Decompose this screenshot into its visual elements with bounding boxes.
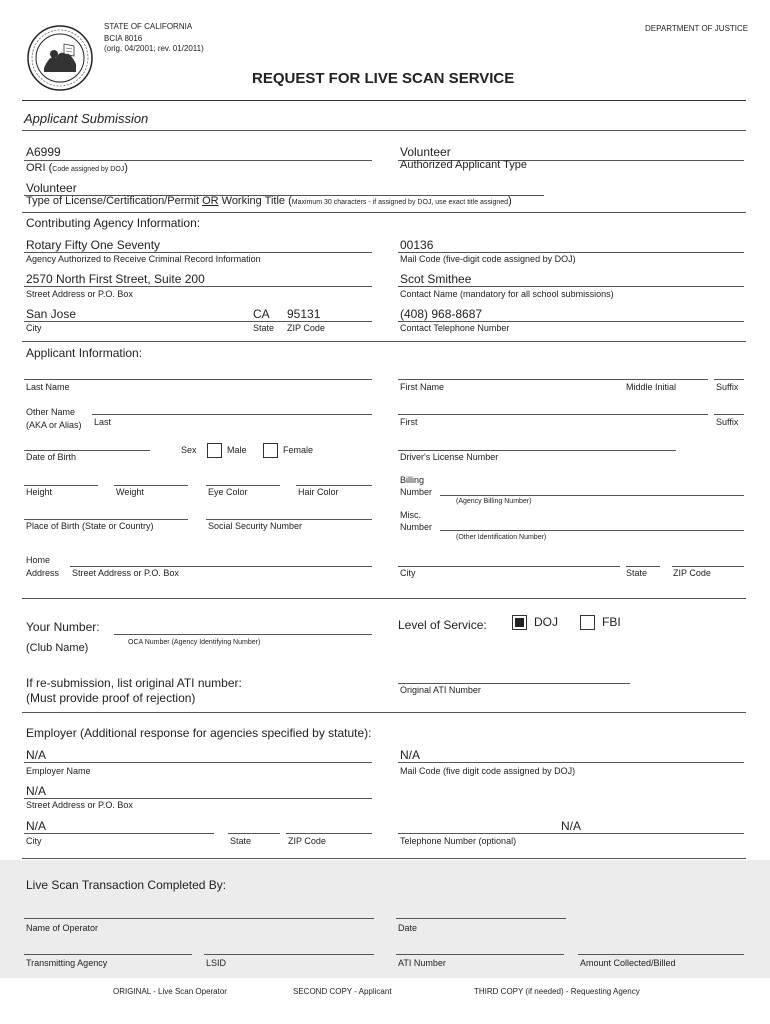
female-checkbox[interactable]: [263, 443, 278, 458]
applicant-info-heading: Applicant Information:: [26, 346, 143, 360]
employer-phone-underline: [398, 833, 744, 834]
misc-sublabel: (Other Identification Number): [456, 534, 547, 541]
ssn-label: Social Security Number: [208, 521, 303, 531]
section-divider: [22, 212, 746, 213]
page-title: REQUEST FOR LIVE SCAN SERVICE: [252, 70, 515, 87]
other-first-line[interactable]: [398, 414, 708, 415]
lsid-label: LSID: [206, 958, 227, 968]
eye-color-line[interactable]: [206, 485, 280, 486]
contact-phone-label: Contact Telephone Number: [400, 323, 510, 333]
fbi-checkbox[interactable]: [580, 615, 595, 630]
first-name-line[interactable]: [398, 379, 708, 380]
agency-city-underline: [24, 321, 372, 322]
place-of-birth-line[interactable]: [24, 519, 188, 520]
agency-state-label: State: [253, 323, 275, 333]
employer-name-underline: [24, 762, 372, 763]
ati-number-line[interactable]: [396, 954, 564, 955]
aka-label: (AKA or Alias): [26, 420, 82, 430]
footer-original: ORIGINAL - Live Scan Operator: [113, 987, 227, 996]
contact-phone-value[interactable]: (408) 968-8687: [400, 307, 483, 321]
applicant-type-value[interactable]: Volunteer: [400, 145, 451, 159]
proof-of-rejection-label: (Must provide proof of rejection): [26, 691, 196, 705]
amount-label: Amount Collected/Billed: [580, 958, 676, 968]
employer-city-underline: [24, 833, 214, 834]
dob-label: Date of Birth: [26, 452, 77, 462]
home-city-line[interactable]: [398, 566, 620, 567]
other-last-label: Last: [94, 417, 112, 427]
date-label: Date: [398, 923, 418, 933]
agency-state-value[interactable]: CA: [253, 307, 270, 321]
home-label: Home: [26, 555, 51, 565]
section-divider: [22, 858, 746, 859]
header-department: DEPARTMENT OF JUSTICE: [645, 24, 749, 33]
employer-state-label: State: [230, 836, 252, 846]
male-label: Male: [227, 445, 247, 455]
ssn-line[interactable]: [206, 519, 372, 520]
agency-street-label: Street Address or P.O. Box: [26, 289, 133, 299]
employer-mail-code-underline: [398, 762, 744, 763]
employer-zip-label: ZIP Code: [288, 836, 326, 846]
original-ati-line[interactable]: [398, 683, 630, 684]
section-divider: [22, 598, 746, 599]
california-doj-seal-icon: [26, 24, 94, 92]
resubmission-label: If re-submission, list original ATI number:: [26, 676, 242, 690]
middle-initial-label: Middle Initial: [626, 382, 677, 392]
contact-name-label: Contact Name (mandatory for all school submissions): [400, 289, 614, 299]
home-zip-line[interactable]: [672, 566, 744, 567]
contact-phone-underline: [398, 321, 744, 322]
ati-number-label: ATI Number: [398, 958, 446, 968]
header-revision: (orig. 04/2001; rev. 01/2011): [104, 44, 204, 53]
home-zip-label: ZIP Code: [673, 568, 711, 578]
license-label: Type of License/Certification/Permit OR Working Title (Maximum 30 characters - if assigned by DOJ, use exact title assigned): [26, 195, 512, 207]
billing-sublabel: (Agency Billing Number): [456, 498, 532, 505]
header-divider: [22, 100, 746, 101]
dob-line[interactable]: [24, 450, 150, 451]
weight-line[interactable]: [114, 485, 188, 486]
height-label: Height: [26, 487, 53, 497]
contributing-agency-heading: Contributing Agency Information:: [26, 216, 201, 230]
contact-name-value[interactable]: Scot Smithee: [400, 272, 472, 286]
last-name-line[interactable]: [24, 379, 372, 380]
amount-line[interactable]: [578, 954, 744, 955]
lsid-line[interactable]: [204, 954, 374, 955]
other-name-label: Other Name: [26, 407, 76, 417]
drivers-license-label: Driver's License Number: [400, 452, 499, 462]
employer-state-line[interactable]: [228, 833, 280, 834]
footer-third-copy: THIRD COPY (if needed) - Requesting Agency: [474, 987, 640, 996]
operator-line[interactable]: [24, 918, 374, 919]
home-state-label: State: [626, 568, 648, 578]
agency-value[interactable]: Rotary Fifty One Seventy: [26, 238, 161, 252]
section-divider: [22, 130, 746, 131]
ori-value[interactable]: A6999: [26, 145, 61, 159]
address-label: Address: [26, 568, 60, 578]
mail-code-value[interactable]: 00136: [400, 238, 434, 252]
employer-city-value[interactable]: N/A: [26, 819, 47, 833]
level-of-service-label: Level of Service:: [398, 618, 487, 632]
male-checkbox[interactable]: [207, 443, 222, 458]
first-name-label: First Name: [400, 382, 445, 392]
employer-mail-code-label: Mail Code (five digit code assigned by DOJ): [400, 766, 576, 776]
employer-phone-value[interactable]: N/A: [561, 819, 582, 833]
billing-number-line[interactable]: [440, 495, 744, 496]
billing-number-label: Number: [400, 487, 433, 497]
sex-label: Sex: [181, 445, 197, 455]
weight-label: Weight: [116, 487, 144, 497]
agency-street-underline: [24, 286, 372, 287]
misc-number-line[interactable]: [440, 530, 744, 531]
employer-phone-label: Telephone Number (optional): [400, 836, 517, 846]
employer-street-value[interactable]: N/A: [26, 784, 47, 798]
drivers-license-line[interactable]: [398, 450, 676, 451]
club-name-label: (Club Name): [26, 642, 89, 654]
place-of-birth-label: Place of Birth (State or Country): [26, 521, 154, 531]
suffix-line[interactable]: [714, 379, 744, 380]
oca-number-line[interactable]: [114, 634, 372, 635]
agency-label: Agency Authorized to Receive Criminal Record Information: [26, 254, 261, 264]
contact-name-underline: [398, 286, 744, 287]
footer-second-copy: SECOND COPY - Applicant: [293, 987, 392, 996]
home-city-label: City: [400, 568, 416, 578]
fbi-label: FBI: [602, 615, 621, 629]
home-street-label: Street Address or P.O. Box: [72, 568, 179, 578]
hair-color-label: Hair Color: [298, 487, 339, 497]
female-label: Female: [283, 445, 314, 455]
license-value[interactable]: Volunteer: [26, 181, 77, 195]
header-state: STATE OF CALIFORNIA: [104, 22, 193, 31]
date-line[interactable]: [396, 918, 566, 919]
last-name-label: Last Name: [26, 382, 70, 392]
other-suffix-line[interactable]: [714, 414, 744, 415]
eye-color-label: Eye Color: [208, 487, 248, 497]
agency-city-label: City: [26, 323, 42, 333]
height-line[interactable]: [24, 485, 98, 486]
misc-label: Misc.: [400, 510, 421, 520]
hair-color-line[interactable]: [296, 485, 372, 486]
agency-zip-label: ZIP Code: [287, 323, 325, 333]
agency-underline: [24, 252, 372, 253]
agency-city-value[interactable]: San Jose: [26, 307, 77, 321]
billing-label: Billing: [400, 475, 425, 485]
your-number-label: Your Number:: [26, 620, 100, 634]
transmitting-agency-label: Transmitting Agency: [26, 958, 108, 968]
agency-zip-value[interactable]: 95131: [287, 307, 321, 321]
agency-street-value[interactable]: 2570 North First Street, Suite 200: [26, 272, 205, 286]
employer-zip-line[interactable]: [286, 833, 372, 834]
applicant-submission-heading: Applicant Submission: [24, 111, 149, 126]
original-ati-label: Original ATI Number: [400, 685, 481, 695]
mail-code-label: Mail Code (five-digit code assigned by DOJ): [400, 254, 576, 264]
employer-street-label: Street Address or P.O. Box: [26, 800, 133, 810]
employer-heading: Employer (Additional response for agencies specified by statute):: [26, 726, 372, 740]
employer-name-label: Employer Name: [26, 766, 91, 776]
doj-seal: [26, 24, 94, 92]
oca-number-label: OCA Number (Agency Identifying Number): [128, 639, 261, 646]
employer-street-underline: [24, 798, 372, 799]
misc-number-label: Number: [400, 522, 433, 532]
section-divider: [22, 341, 746, 342]
employer-city-label: City: [26, 836, 42, 846]
transaction-heading: Live Scan Transaction Completed By:: [26, 878, 227, 892]
ori-label: ORI (Code assigned by DOJ): [26, 162, 128, 174]
other-suffix-label: Suffix: [716, 417, 739, 427]
doj-checkbox[interactable]: [512, 615, 527, 630]
employer-mail-code-value[interactable]: N/A: [400, 748, 421, 762]
doj-label: DOJ: [534, 615, 558, 629]
employer-name-value[interactable]: N/A: [26, 748, 47, 762]
section-divider: [22, 712, 746, 713]
transmitting-agency-line[interactable]: [24, 954, 192, 955]
other-last-line[interactable]: [92, 414, 372, 415]
ori-underline: [24, 160, 372, 161]
other-first-label: First: [400, 417, 418, 427]
mail-code-underline: [398, 252, 744, 253]
operator-label: Name of Operator: [26, 923, 99, 933]
applicant-type-label: Authorized Applicant Type: [400, 159, 527, 171]
home-state-line[interactable]: [626, 566, 660, 567]
suffix-label: Suffix: [716, 382, 739, 392]
home-street-line[interactable]: [70, 566, 372, 567]
header-form-number: BCIA 8016: [104, 34, 143, 43]
